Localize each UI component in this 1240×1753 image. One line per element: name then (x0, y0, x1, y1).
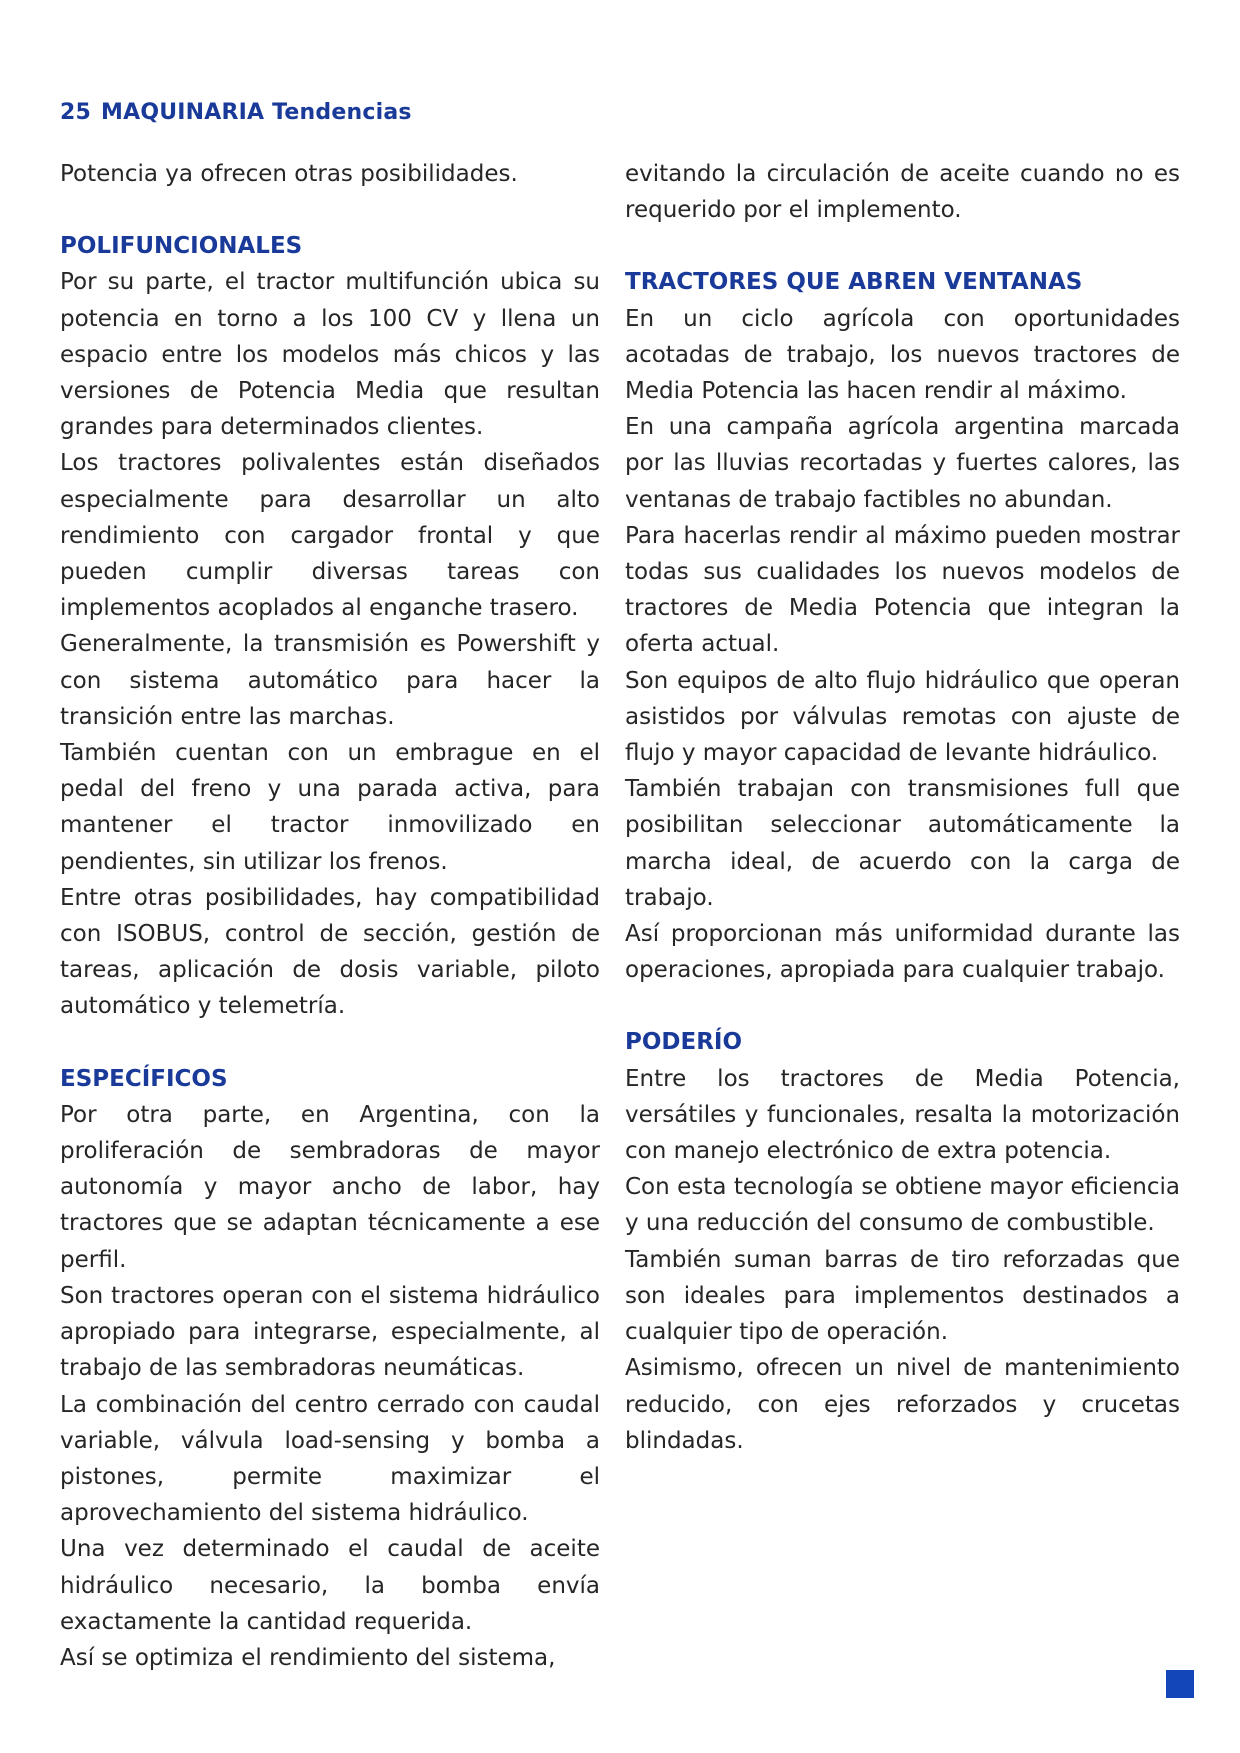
right-intro: evitando la circulación de aceite cuando no es requerido por el implemento. (625, 161, 1180, 224)
paragraph: También suman barras de tiro reforzadas que son ideales para implementos destinados a cualquier tipo de operación. (625, 1246, 1180, 1346)
paragraph: Generalmente, la transmisión es Powershift y con sistema automático para hacer la transición entre las marchas. (60, 631, 600, 730)
paragraph: Para hacerlas rendir al máximo pueden mostrar todas sus cualidades los nuevos modelos de tractores de Media Potencia que integran la oferta actual. (625, 522, 1180, 658)
paragraph: También cuentan con un embrague en el pedal del freno y una parada activa, para mantener el tractor inmovilizado en pendientes, sin utilizar los frenos. (60, 740, 600, 875)
section-title: MAQUINARIA Tendencias (101, 100, 412, 125)
heading-poderio: PODERÍO (625, 1029, 743, 1056)
paragraph: Por su parte, el tractor multifunción ubica su potencia en torno a los 100 CV y llena un espacio entre los modelos más chicos y las versiones de Potencia Media que resultan grandes para determinados clientes. (60, 269, 600, 441)
paragraph: Son equipos de alto flujo hidráulico que operan asistidos por válvulas remotas con ajuste de flujo y mayor capacidad de levante hidráulico. (625, 667, 1180, 767)
paragraph: La combinación del centro cerrado con caudal variable, válvula load-sensing y bomba a pistones, permite maximizar el aprovechamiento del sistema hidráulico. (60, 1391, 600, 1527)
paragraph: También trabajan con transmisiones full que posibilitan seleccionar automáticamente la marcha ideal, de acuerdo con la carga de trabajo. (625, 776, 1180, 911)
paragraph: Así se optimiza el rendimiento del sistema, (60, 1644, 556, 1671)
paragraph: Así proporcionan más uniformidad durante las operaciones, apropiada para cualquier trabajo. (625, 921, 1180, 984)
heading-polifuncionales: POLIFUNCIONALES (60, 233, 303, 260)
paragraph: Con esta tecnología se obtiene mayor eficiencia y una reducción del consumo de combustible. (625, 1174, 1180, 1237)
corner-square-decoration (1166, 1670, 1194, 1698)
left-column (60, 156, 600, 1676)
paragraph: Una vez determinado el caudal de aceite hidráulico necesario, la bomba envía exactamente la cantidad requerida. (60, 1536, 600, 1635)
page-header (60, 100, 422, 125)
heading-ventanas: TRACTORES QUE ABREN VENTANAS (625, 269, 1083, 296)
paragraph: En una campaña agrícola argentina marcada por las lluvias recortadas y fuertes calores, las ventanas de trabajo factibles no abundan. (625, 414, 1180, 513)
paragraph: Por otra parte, en Argentina, con la proliferación de sembradoras de mayor autonomía y mayor ancho de labor, hay tractores que se adaptan técnicamente a ese perfil. (60, 1101, 600, 1273)
paragraph: Asimismo, ofrecen un nivel de mantenimiento reducido, con ejes reforzados y crucetas blindadas. (625, 1355, 1180, 1454)
page-number: 25 (60, 100, 92, 125)
paragraph: Son tractores operan con el sistema hidráulico apropiado para integrarse, especialmente, al trabajo de las sembradoras neumáticas. (60, 1282, 600, 1382)
paragraph: En un ciclo agrícola con oportunidades acotadas de trabajo, los nuevos tractores de Media Potencia las hacen rendir al máximo. (625, 305, 1180, 405)
heading-especificos: ESPECÍFICOS (60, 1065, 228, 1092)
paragraph: Entre otras posibilidades, hay compatibilidad con ISOBUS, control de sección, gestión de tareas, aplicación de dosis variable, piloto automático y telemetría. (60, 884, 600, 1020)
paragraph: Entre los tractores de Media Potencia, versátiles y funcionales, resalta la motorización con manejo electrónico de extra potencia. (625, 1065, 1180, 1165)
paragraph: Los tractores polivalentes están diseñados especialmente para desarrollar un alto rendimiento con cargador frontal y que pueden cumplir diversas tareas con implementos acoplados al enganche trasero. (60, 450, 600, 622)
left-intro: Potencia ya ofrecen otras posibilidades. (60, 161, 518, 187)
right-column (625, 156, 1180, 1459)
